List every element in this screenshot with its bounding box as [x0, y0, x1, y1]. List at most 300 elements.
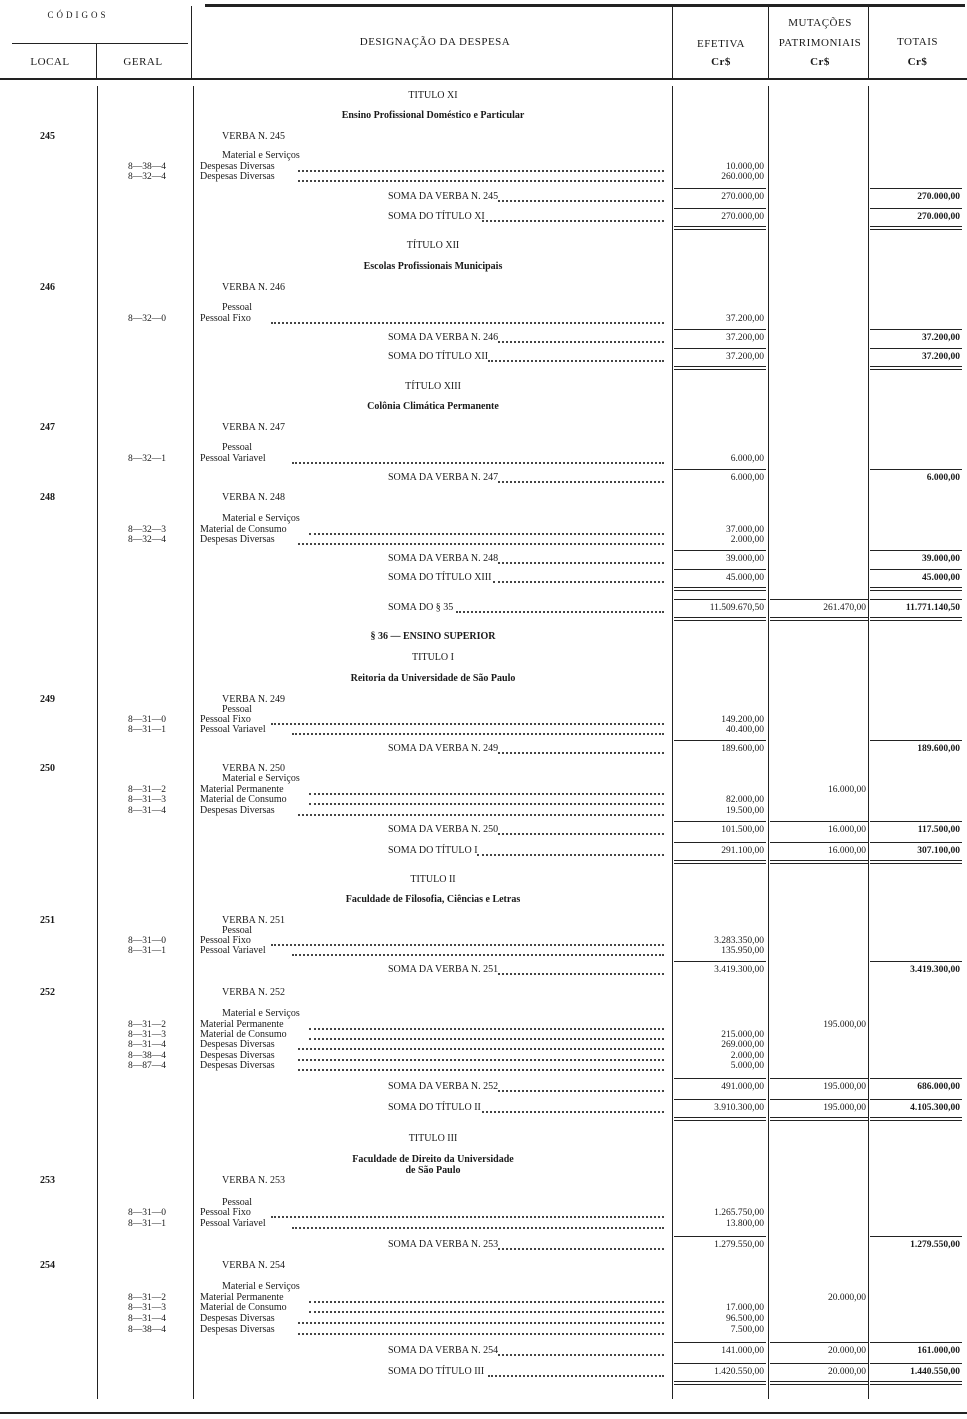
efetiva-value: 270.000,00	[721, 212, 764, 222]
mutacoes-rule	[770, 1078, 868, 1079]
item-description: Despesas Diversas	[200, 534, 275, 545]
efetiva-rule	[674, 1342, 766, 1343]
totais-rule	[870, 188, 962, 189]
mutacoes-rule	[770, 1342, 868, 1343]
codigos-rule	[12, 43, 188, 44]
efetiva-rule	[674, 469, 766, 470]
geral-code: 8—31—2	[128, 1293, 166, 1303]
item-description: Material Permanente	[200, 784, 284, 795]
section-subtitle: Ensino Profissional Doméstico e Particular	[341, 110, 525, 121]
leader-dots	[488, 360, 664, 362]
local-column-header: LOCAL	[30, 56, 70, 68]
efetiva-double-rule	[674, 1381, 766, 1382]
item-description: Despesas Diversas	[200, 1313, 275, 1324]
body-divider-designacao	[672, 86, 673, 1399]
leader-dots	[477, 854, 664, 856]
efetiva-value: 291.100,00	[721, 846, 764, 856]
item-description: Material Permanente	[200, 1292, 284, 1303]
efetiva-rule	[674, 1078, 766, 1079]
mutacoes-rule	[770, 842, 868, 843]
leader-dots	[292, 462, 664, 464]
subtotal-label: SOMA DO TÍTULO III	[388, 1366, 485, 1377]
efetiva-double-rule	[674, 860, 766, 861]
efetiva-value: 101.500,00	[721, 825, 764, 835]
efetiva-double-rule	[674, 620, 766, 621]
leader-dots	[292, 733, 664, 735]
efetiva-value: 149.200,00	[721, 715, 764, 725]
efetiva-value: 37.000,00	[726, 525, 764, 535]
header-divider-geral	[191, 6, 192, 79]
totais-double-rule	[870, 1117, 962, 1118]
efetiva-double-rule	[674, 1117, 766, 1118]
mutacoes-double-rule	[770, 863, 868, 864]
leader-dots	[309, 1038, 664, 1040]
totais-rule	[870, 740, 962, 741]
geral-code: 8—31—3	[128, 1303, 166, 1313]
leader-dots	[298, 1059, 664, 1061]
geral-code: 8—31—2	[128, 1020, 166, 1030]
local-code: 252	[40, 987, 55, 998]
geral-code: 8—32—4	[128, 535, 166, 545]
local-code: 249	[40, 694, 55, 705]
efetiva-value: 7.500,00	[730, 1325, 764, 1335]
section-subtitle: Reitoria da Universidade de São Paulo	[350, 673, 516, 684]
leader-dots	[271, 723, 664, 725]
leader-dots	[498, 973, 664, 975]
body-divider-mutacoes	[868, 86, 869, 1399]
totais-double-rule	[870, 617, 962, 618]
item-description: Pessoal Variavel	[200, 453, 266, 464]
efetiva-double-rule	[674, 366, 766, 367]
efetiva-value: 11.509.670,50	[709, 603, 764, 613]
leader-dots	[298, 1322, 664, 1324]
efetiva-double-rule	[674, 617, 766, 618]
totais-value: 117.500,00	[917, 825, 960, 835]
leader-dots	[309, 803, 664, 805]
efetiva-value: 13.800,00	[726, 1219, 764, 1229]
leader-dots	[298, 1048, 664, 1050]
leader-dots	[298, 180, 664, 182]
efetiva-value: 215.000,00	[721, 1030, 764, 1040]
efetiva-value: 37.200,00	[726, 333, 764, 343]
efetiva-value: 37.200,00	[726, 314, 764, 324]
leader-dots	[292, 1227, 664, 1229]
totais-value: 686.000,00	[917, 1082, 960, 1092]
leader-dots	[498, 752, 664, 754]
geral-code: 8—38—4	[128, 1325, 166, 1335]
totais-rule	[870, 208, 962, 209]
leader-dots	[309, 1301, 664, 1303]
efetiva-rule	[674, 208, 766, 209]
header-divider-designacao	[672, 6, 673, 79]
efetiva-value: 45.000,00	[726, 573, 764, 583]
local-code: 248	[40, 492, 55, 503]
totais-value: 161.000,00	[917, 1346, 960, 1356]
totais-value: 45.000,00	[922, 573, 960, 583]
geral-code: 8—31—4	[128, 806, 166, 816]
geral-code: 8—31—0	[128, 715, 166, 725]
efetiva-value: 5.000,00	[730, 1061, 764, 1071]
efetiva-double-rule	[674, 1384, 766, 1385]
mutacoes-column-header: MUTAÇÕES	[788, 17, 852, 29]
efetiva-value: 3.419.300,00	[714, 965, 764, 975]
geral-code: 8—87—4	[128, 1061, 166, 1071]
totais-value: 1.279.550,00	[910, 1240, 960, 1250]
geral-code: 8—32—4	[128, 172, 166, 182]
efetiva-value: 3.283.350,00	[714, 936, 764, 946]
efetiva-value: 260.000,00	[721, 172, 764, 182]
section-title: TITULO III	[408, 1133, 458, 1144]
subtotal-label: SOMA DA VERBA N. 253	[388, 1239, 499, 1250]
totais-rule	[870, 842, 962, 843]
mutacoes-double-rule	[770, 860, 868, 861]
designacao-column-header: DESIGNAÇÃO DA DESPESA	[359, 36, 511, 48]
efetiva-double-rule	[674, 229, 766, 230]
efetiva-value: 6.000,00	[730, 473, 764, 483]
category-label: Pessoal	[222, 442, 252, 453]
mutacoes-double-rule	[770, 1384, 868, 1385]
totais-value: 6.000,00	[926, 473, 960, 483]
totais-double-rule	[870, 226, 962, 227]
item-description: Despesas Diversas	[200, 161, 275, 172]
item-description: Material Permanente	[200, 1019, 284, 1030]
subtotal-label: SOMA DO TÍTULO XIII	[388, 572, 492, 583]
section-subtitle: de São Paulo	[405, 1165, 461, 1176]
totais-value: 270.000,00	[917, 192, 960, 202]
leader-dots	[271, 944, 664, 946]
leader-dots	[309, 793, 664, 795]
geral-code: 8—32—3	[128, 525, 166, 535]
efetiva-double-rule	[674, 587, 766, 588]
efetiva-value: 6.000,00	[730, 454, 764, 464]
mutacoes-double-rule	[770, 1117, 868, 1118]
leader-dots	[498, 200, 664, 202]
leader-dots	[298, 1069, 664, 1071]
verba-heading: VERBA N. 249	[222, 694, 286, 705]
efetiva-value: 491.000,00	[721, 1082, 764, 1092]
body-divider-geral	[193, 86, 194, 1399]
item-description: Pessoal Fixo	[200, 714, 251, 725]
mutacoes-value: 261.470,00	[823, 603, 866, 613]
geral-code: 8—31—4	[128, 1040, 166, 1050]
leader-dots	[309, 533, 664, 535]
totais-double-rule	[870, 1384, 962, 1385]
local-code: 247	[40, 422, 55, 433]
totais-value: 189.600,00	[917, 744, 960, 754]
category-label: Pessoal	[222, 704, 252, 715]
mutacoes-rule	[770, 821, 868, 822]
totais-rule	[870, 469, 962, 470]
local-code: 253	[40, 1175, 55, 1186]
subtotal-label: SOMA DA VERBA N. 245	[388, 191, 499, 202]
leader-dots	[482, 220, 664, 222]
efetiva-rule	[674, 1363, 766, 1364]
totais-rule	[870, 329, 962, 330]
section-subtitle: Faculdade de Direito da Universidade	[352, 1154, 514, 1165]
efetiva-column-header: EFETIVA	[697, 38, 745, 50]
efetiva-double-rule	[674, 226, 766, 227]
efetiva-rule	[674, 1099, 766, 1100]
section-title: TITULO XI	[408, 90, 458, 101]
efetiva-double-rule	[674, 863, 766, 864]
page-bottom-rule	[0, 1412, 967, 1414]
totais-double-rule	[870, 366, 962, 367]
leader-dots	[498, 481, 664, 483]
subtotal-label: SOMA DA VERBA N. 246	[388, 332, 499, 343]
mutacoes-double-rule	[770, 617, 868, 618]
totais-double-rule	[870, 1120, 962, 1121]
item-description: Pessoal Fixo	[200, 313, 251, 324]
leader-dots	[271, 1216, 664, 1218]
codigos-label: CÓDIGOS	[47, 10, 109, 20]
efetiva-double-rule	[674, 369, 766, 370]
totais-value: 37.200,00	[922, 352, 960, 362]
verba-heading: VERBA N. 245	[222, 131, 286, 142]
totais-double-rule	[870, 860, 962, 861]
totais-rule	[870, 821, 962, 822]
efetiva-value: 1.420.550,00	[714, 1367, 764, 1377]
mutacoes-double-rule	[770, 620, 868, 621]
leader-dots	[498, 562, 664, 564]
efetiva-rule	[674, 821, 766, 822]
totais-rule	[870, 1363, 962, 1364]
leader-dots	[456, 611, 664, 613]
verba-heading: VERBA N. 253	[222, 1175, 286, 1186]
totais-rule	[870, 550, 962, 551]
section-title: TÍTULO XIII	[405, 381, 461, 392]
subtotal-label: SOMA DO TÍTULO I	[388, 845, 478, 856]
leader-dots	[298, 543, 664, 545]
efetiva-value: 1.265.750,00	[714, 1208, 764, 1218]
geral-code: 8—31—1	[128, 946, 166, 956]
category-label: Pessoal	[222, 302, 252, 313]
efetiva-value: 2.000,00	[730, 1051, 764, 1061]
totais-double-rule	[870, 590, 962, 591]
geral-code: 8—31—0	[128, 1208, 166, 1218]
item-description: Material de Consumo	[200, 794, 287, 805]
leader-dots	[292, 954, 664, 956]
totais-value: 11.771.140,50	[905, 603, 960, 613]
body-divider-efetiva	[768, 86, 769, 1399]
leader-dots	[498, 1090, 664, 1092]
mutacoes-value: 195.000,00	[823, 1020, 866, 1030]
geral-code: 8—31—4	[128, 1314, 166, 1324]
efetiva-value: 40.400,00	[726, 725, 764, 735]
category-label: Material e Serviços	[222, 1008, 300, 1019]
verba-heading: VERBA N. 248	[222, 492, 286, 503]
item-description: Despesas Diversas	[200, 1324, 275, 1335]
totais-rule	[870, 1236, 962, 1237]
category-label: Material e Serviços	[222, 150, 300, 161]
verba-heading: VERBA N. 246	[222, 282, 286, 293]
totais-double-rule	[870, 620, 962, 621]
verba-heading: VERBA N. 250	[222, 763, 286, 774]
efetiva-value: 82.000,00	[726, 795, 764, 805]
geral-code: 8—31—3	[128, 1030, 166, 1040]
efetiva-rule	[674, 961, 766, 962]
mutacoes-value: 20.000,00	[828, 1293, 866, 1303]
leader-dots	[498, 1354, 664, 1356]
mutacoes-value: 16.000,00	[828, 846, 866, 856]
local-code: 250	[40, 763, 55, 774]
totais-double-rule	[870, 229, 962, 230]
mutacoes-double-rule	[770, 1381, 868, 1382]
totais-rule	[870, 1099, 962, 1100]
category-label: Material e Serviços	[222, 773, 300, 784]
leader-dots	[298, 170, 664, 172]
header-divider-mutacoes	[868, 6, 869, 79]
leader-dots	[493, 581, 664, 583]
efetiva-value: 141.000,00	[721, 1346, 764, 1356]
geral-code: 8—32—0	[128, 314, 166, 324]
subtotal-label: SOMA DO TÍTULO XII	[388, 351, 489, 362]
efetiva-value: 96.500,00	[726, 1314, 764, 1324]
category-label: Material e Serviços	[222, 1281, 300, 1292]
mutacoes-currency: Cr$	[810, 56, 830, 68]
efetiva-value: 17.000,00	[726, 1303, 764, 1313]
leader-dots	[271, 322, 664, 324]
mutacoes-value: 195.000,00	[823, 1082, 866, 1092]
item-description: Material de Consumo	[200, 1302, 287, 1313]
totais-value: 37.200,00	[922, 333, 960, 343]
efetiva-value: 270.000,00	[721, 192, 764, 202]
efetiva-value: 37.200,00	[726, 352, 764, 362]
leader-dots	[482, 1111, 664, 1113]
totais-rule	[870, 569, 962, 570]
leader-dots	[309, 1028, 664, 1030]
totais-value: 270.000,00	[917, 212, 960, 222]
efetiva-value: 39.000,00	[726, 554, 764, 564]
mutacoes-value: 16.000,00	[828, 785, 866, 795]
efetiva-rule	[674, 842, 766, 843]
subtotal-label: SOMA DO TÍTULO XI	[388, 211, 485, 222]
geral-code: 8—31—3	[128, 795, 166, 805]
mutacoes-rule	[770, 599, 868, 600]
leader-dots	[498, 341, 664, 343]
mutacoes-double-rule	[770, 1120, 868, 1121]
leader-dots	[498, 833, 664, 835]
geral-code: 8—38—4	[128, 162, 166, 172]
leader-dots	[488, 1375, 664, 1377]
item-description: Despesas Diversas	[200, 805, 275, 816]
header-divider-efetiva	[768, 6, 769, 79]
efetiva-value: 189.600,00	[721, 744, 764, 754]
geral-code: 8—38—4	[128, 1051, 166, 1061]
efetiva-double-rule	[674, 1120, 766, 1121]
totais-double-rule	[870, 863, 962, 864]
verba-heading: VERBA N. 251	[222, 915, 286, 926]
totais-double-rule	[870, 587, 962, 588]
section-subtitle: § 36 — ENSINO SUPERIOR	[370, 631, 496, 642]
efetiva-value: 135.950,00	[721, 946, 764, 956]
item-description: Material de Consumo	[200, 1029, 287, 1040]
subtotal-label: SOMA DA VERBA N. 252	[388, 1081, 499, 1092]
verba-heading: VERBA N. 252	[222, 987, 286, 998]
item-description: Pessoal Fixo	[200, 935, 251, 946]
item-description: Despesas Diversas	[200, 1060, 275, 1071]
subtotal-label: SOMA DO § 35	[388, 602, 454, 613]
totais-double-rule	[870, 1381, 962, 1382]
header-divider-local	[96, 43, 97, 79]
local-code: 251	[40, 915, 55, 926]
totais-value: 1.440.550,00	[910, 1367, 960, 1377]
efetiva-rule	[674, 740, 766, 741]
totais-column-header: TOTAIS	[896, 36, 939, 48]
subtotal-label: SOMA DA VERBA N. 247	[388, 472, 499, 483]
section-title: TÍTULO XII	[406, 240, 460, 251]
efetiva-rule	[674, 550, 766, 551]
efetiva-value: 3.910.300,00	[714, 1103, 764, 1113]
geral-code: 8—32—1	[128, 454, 166, 464]
totais-rule	[870, 1342, 962, 1343]
totais-rule	[870, 1078, 962, 1079]
totais-currency: Cr$	[907, 56, 928, 68]
leader-dots	[298, 1333, 664, 1335]
efetiva-value: 2.000,00	[730, 535, 764, 545]
efetiva-currency: Cr$	[711, 56, 731, 68]
geral-code: 8—31—1	[128, 1219, 166, 1229]
item-description: Despesas Diversas	[200, 171, 275, 182]
efetiva-value: 269.000,00	[721, 1040, 764, 1050]
mutacoes-value: 20.000,00	[828, 1367, 866, 1377]
efetiva-value: 1.279.550,00	[714, 1240, 764, 1250]
item-description: Despesas Diversas	[200, 1050, 275, 1061]
subtotal-label: SOMA DA VERBA N. 254	[388, 1345, 499, 1356]
totais-rule	[870, 599, 962, 600]
totais-rule	[870, 348, 962, 349]
efetiva-rule	[674, 1236, 766, 1237]
section-subtitle: Escolas Profissionais Municipais	[363, 261, 503, 272]
item-description: Pessoal Variavel	[200, 724, 266, 735]
item-description: Pessoal Variavel	[200, 1218, 266, 1229]
leader-dots	[309, 1311, 664, 1313]
local-code: 246	[40, 282, 55, 293]
local-code: 254	[40, 1260, 55, 1271]
body-divider-local	[97, 86, 98, 1399]
geral-column-header: GERAL	[123, 56, 163, 68]
totais-value: 39.000,00	[922, 554, 960, 564]
efetiva-rule	[674, 569, 766, 570]
mutacoes-value: 195.000,00	[823, 1103, 866, 1113]
geral-code: 8—31—1	[128, 725, 166, 735]
header-top-rule	[205, 4, 965, 7]
efetiva-rule	[674, 348, 766, 349]
subtotal-label: SOMA DA VERBA N. 251	[388, 964, 499, 975]
subtotal-label: SOMA DA VERBA N. 248	[388, 553, 499, 564]
item-description: Pessoal Fixo	[200, 1207, 251, 1218]
totais-value: 307.100,00	[917, 846, 960, 856]
item-description: Material de Consumo	[200, 524, 287, 535]
geral-code: 8—31—0	[128, 936, 166, 946]
mutacoes-value: 16.000,00	[828, 825, 866, 835]
geral-code: 8—31—2	[128, 785, 166, 795]
efetiva-rule	[674, 329, 766, 330]
verba-heading: VERBA N. 254	[222, 1260, 286, 1271]
leader-dots	[498, 1248, 664, 1250]
patrimoniais-column-header: PATRIMONIAIS	[778, 37, 862, 49]
totais-value: 4.105.300,00	[910, 1103, 960, 1113]
item-description: Despesas Diversas	[200, 1039, 275, 1050]
subtotal-label: SOMA DO TÍTULO II	[388, 1102, 481, 1113]
category-label: Pessoal	[222, 1197, 252, 1208]
efetiva-double-rule	[674, 590, 766, 591]
section-title: TITULO II	[410, 874, 456, 885]
mutacoes-rule	[770, 1363, 868, 1364]
local-code: 245	[40, 131, 55, 142]
efetiva-rule	[674, 188, 766, 189]
efetiva-rule	[674, 599, 766, 600]
subtotal-label: SOMA DA VERBA N. 250	[388, 824, 499, 835]
